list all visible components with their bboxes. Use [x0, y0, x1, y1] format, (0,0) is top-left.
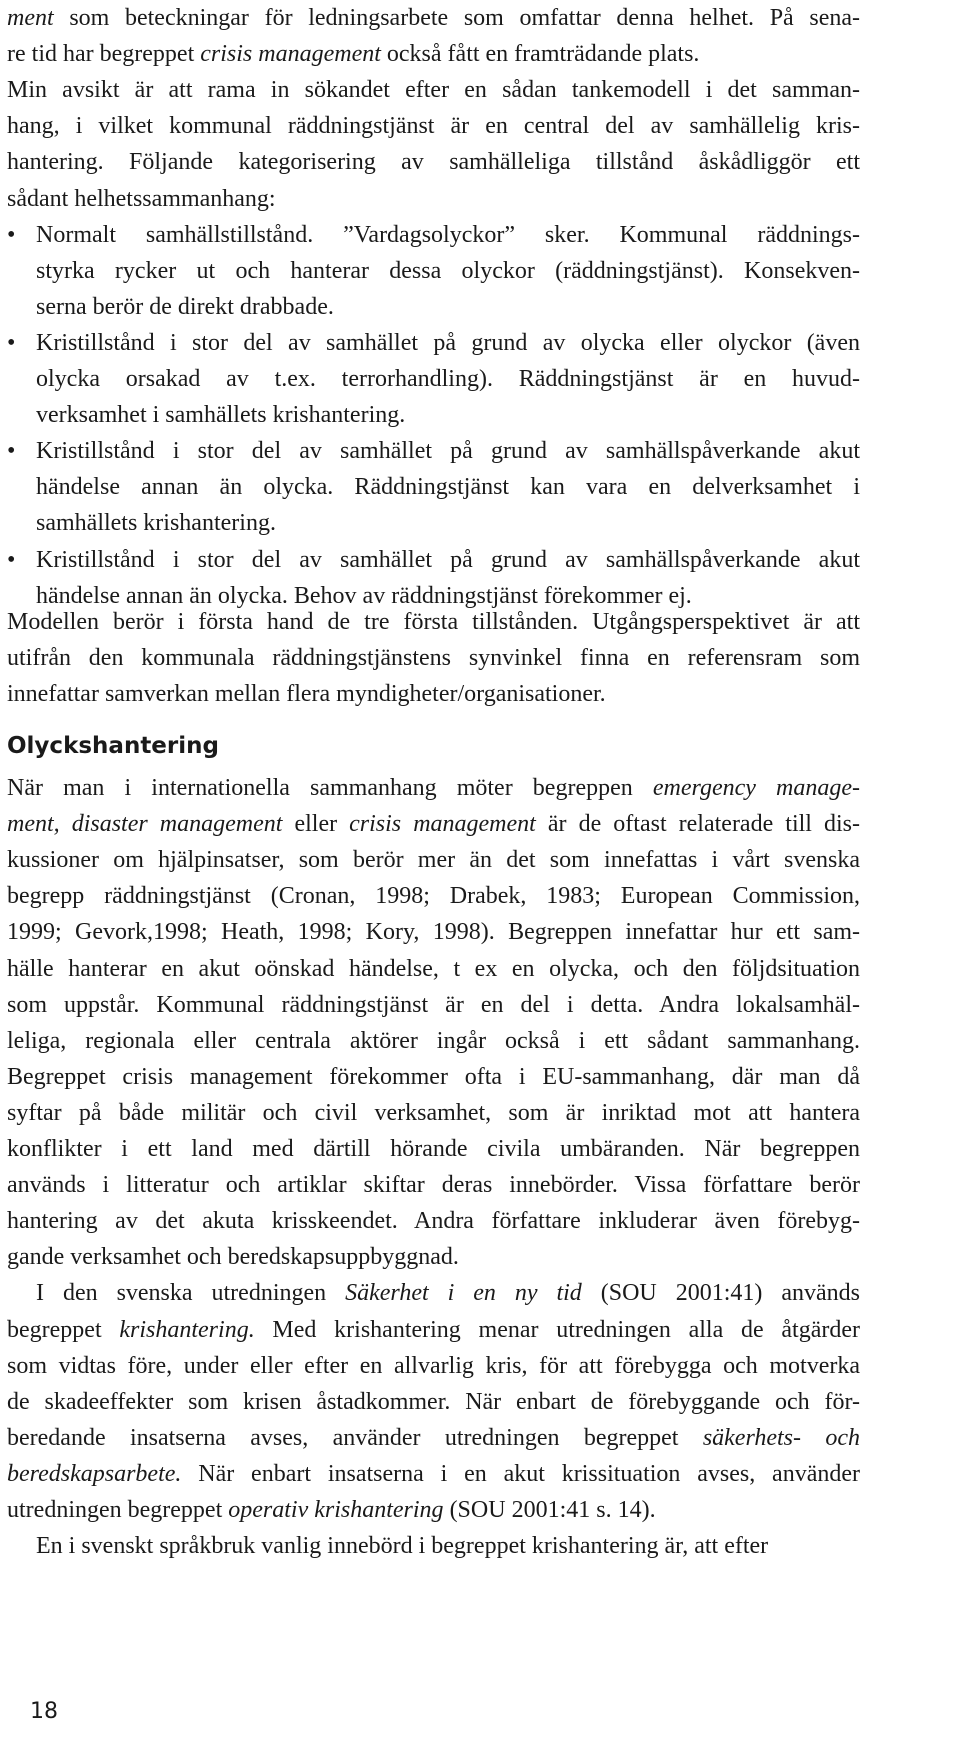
section-line: leliga, regionala eller centrala aktörer ingår också i ett sådant sammanhang.	[7, 1027, 860, 1054]
intro-line: Min avsikt är att rama in sökandet efter en sådan tankemodell i det samman-	[7, 77, 860, 104]
model-line: innefattar samverkan mellan flera myndigheter/organisationer.	[7, 681, 606, 708]
model-line: utifrån den kommunala räddningstjänstens synvinkel finna en referensram som	[7, 645, 860, 672]
section-line: används i litteratur och artiklar skiftar deras innebörder. Vissa författare berör	[7, 1172, 860, 1199]
bullet-line: serna berör de direkt drabbade.	[36, 293, 334, 320]
bullet-line: Normalt samhällstillstånd. ”Vardagsolyckor” sker. Kommunal räddnings-	[36, 221, 860, 248]
bullet-line: samhällets krishantering.	[36, 510, 276, 537]
section-line: 1999; Gevork,1998; Heath, 1998; Kory, 1998). Begreppen innefattar hur ett sam-	[7, 919, 860, 946]
section-line: hälle hanterar en akut oönskad händelse, t ex en olycka, och den följdsituation	[7, 955, 860, 982]
bullet-marker: •	[7, 546, 16, 573]
section-line: begreppet krishantering. Med krishantering menar utredningen alla de åtgärder	[7, 1316, 860, 1343]
page-number: 18	[30, 1699, 58, 1724]
section-line: konflikter i ett land med därtill hörande civila umbäranden. När begreppen	[7, 1136, 860, 1162]
bullet-marker: •	[7, 329, 16, 356]
section-line: begrepp räddningstjänst (Cronan, 1998; Drabek, 1983; European Commission,	[7, 883, 860, 910]
section-line: som vidtas före, under eller efter en allvarlig kris, för att förebygga och motverka	[7, 1352, 860, 1379]
intro-line: sådant helhetssammanhang:	[7, 185, 276, 212]
intro-line: hantering. Följande kategorisering av samhälleliga tillstånd åskådliggör ett	[7, 149, 860, 176]
bullet-line: händelse annan än olycka. Behov av räddningstjänst förekommer ej.	[36, 582, 692, 609]
bullet-marker: •	[7, 438, 16, 465]
bullet-line: olycka orsakad av t.ex. terrorhandling). Räddningstjänst är en huvud-	[36, 366, 860, 392]
section-line: kussioner om hjälpinsatser, som berör mer än det som innefattas i vårt svenska	[7, 847, 860, 874]
section-line: de skadeeffekter som krisen åstadkommer. När enbart de förebyggande och för-	[7, 1388, 860, 1415]
section-line: ment, disaster management eller crisis management är de oftast relaterade till dis-	[7, 811, 861, 838]
section-line: utredningen begreppet operativ krishantering (SOU 2001:41 s. 14).	[7, 1497, 656, 1523]
section-line: gande verksamhet och beredskapsuppbyggnad.	[7, 1244, 459, 1271]
bullet-line: Kristillstånd i stor del av samhället på grund av samhällspåverkande akut	[36, 546, 860, 573]
intro-line: re tid har begreppet crisis management också fått en framträdande plats.	[7, 41, 700, 68]
section-line: Begreppet crisis management förekommer ofta i EU-sammanhang, där man då	[7, 1063, 860, 1090]
section-line: syftar på både militär och civil verksamhet, som är inriktad mot att hantera	[7, 1099, 860, 1126]
bullet-line: Kristillstånd i stor del av samhället på grund av samhällspåverkande akut	[36, 438, 860, 465]
section-line: När man i internationella sammanhang möter begreppen emergency manage-	[7, 775, 860, 801]
bullet-line: Kristillstånd i stor del av samhället på grund av olycka eller olyckor (även	[36, 329, 860, 356]
model-line: Modellen berör i första hand de tre första tillstånden. Utgångsperspektivet är att	[7, 609, 860, 635]
section-line: I den svenska utredningen Säkerhet i en ny tid (SOU 2001:41) används	[36, 1280, 860, 1307]
section-line: hantering av det akuta krisskeendet. Andra författare inkluderar även förebyg-	[7, 1208, 860, 1235]
section-line: beredskapsarbete. När enbart insatserna i en akut krissituation avses, använder	[7, 1460, 860, 1487]
section-line: beredande insatserna avses, använder utredningen begreppet säkerhets- och	[7, 1424, 861, 1451]
intro-line: ment som beteckningar för ledningsarbete som omfattar denna helhet. På sena-	[7, 5, 860, 31]
intro-line: hang, i vilket kommunal räddningstjänst är en central del av samhällelig kris-	[7, 113, 860, 140]
bullet-line: verksamhet i samhällets krishantering.	[36, 402, 406, 429]
section-line: som uppstår. Kommunal räddningstjänst är en del i detta. Andra lokalsamhäl-	[7, 991, 860, 1018]
bullet-line: styrka rycker ut och hanterar dessa olyckor (räddningstjänst). Konsekven-	[36, 257, 860, 284]
bullet-marker: •	[7, 221, 16, 248]
section-line: En i svenskt språkbruk vanlig innebörd i begreppet krishantering är, att efter	[36, 1533, 769, 1560]
section-heading: Olyckshantering	[7, 733, 219, 759]
bullet-line: händelse annan än olycka. Räddningstjänst kan vara en delverksamhet i	[36, 474, 860, 501]
